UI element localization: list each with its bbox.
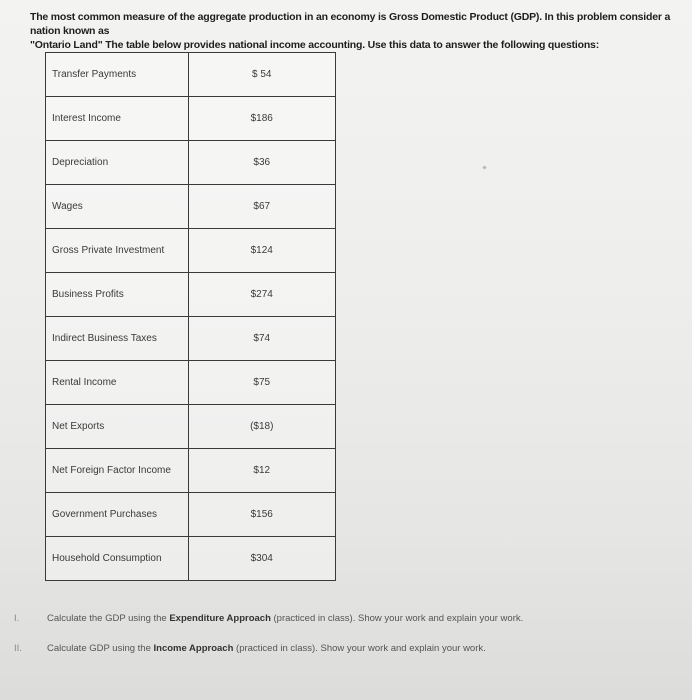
question-text: [47, 613, 523, 624]
intro-line-1: The most common measure of the aggregate production in an economy is Gross Domestic Product (GDP). In this problem consider a nation known as: [30, 11, 671, 37]
row-value: $36: [188, 141, 336, 185]
row-value: $12: [188, 449, 336, 493]
question-text-pre: Calculate GDP using the: [47, 643, 154, 654]
table-row: [46, 273, 336, 317]
table-row: [46, 185, 336, 229]
question-number: I.: [14, 613, 20, 624]
row-label: Government Purchases: [46, 493, 189, 537]
row-value: $74: [188, 317, 336, 361]
problem-intro: [30, 10, 680, 52]
row-value: $75: [188, 361, 336, 405]
row-label: Net Exports: [46, 405, 189, 449]
row-label: Wages: [46, 185, 189, 229]
question-text-post: (practiced in class). Show your work and explain your work.: [233, 643, 486, 654]
row-label: Rental Income: [46, 361, 189, 405]
question-text-bold: Expenditure Approach: [169, 613, 271, 624]
row-value: $186: [188, 97, 336, 141]
table-row: [46, 229, 336, 273]
row-label: Transfer Payments: [46, 53, 189, 97]
table-row: [46, 405, 336, 449]
national-income-table: [45, 52, 336, 581]
row-label: Depreciation: [46, 141, 189, 185]
row-label: Indirect Business Taxes: [46, 317, 189, 361]
question-number: II.: [14, 643, 22, 654]
table-row: [46, 97, 336, 141]
row-label: Net Foreign Factor Income: [46, 449, 189, 493]
row-label: Gross Private Investment: [46, 229, 189, 273]
row-value: $67: [188, 185, 336, 229]
row-value: ($18): [188, 405, 336, 449]
question-text: [47, 643, 486, 654]
table-row: [46, 493, 336, 537]
row-value: $156: [188, 493, 336, 537]
row-value: $274: [188, 273, 336, 317]
row-label: Interest Income: [46, 97, 189, 141]
stray-mark: [482, 165, 486, 169]
question-item: [0, 643, 692, 661]
question-text-post: (practiced in class). Show your work and explain your work.: [270, 613, 524, 624]
row-value: $124: [188, 229, 336, 273]
question-text-pre: Calculate the GDP using the: [47, 613, 170, 624]
table-row: [46, 141, 336, 185]
table-row: [46, 449, 336, 493]
row-value: $304: [188, 537, 336, 581]
table-row: [46, 317, 336, 361]
row-label: Business Profits: [46, 273, 189, 317]
table-row: [46, 53, 336, 97]
question-text-bold: Income Approach: [153, 643, 234, 654]
table-row: [46, 537, 336, 581]
intro-line-2: "Ontario Land" The table below provides national income accounting. Use this data to answer the following questions:: [30, 39, 599, 51]
table-row: [46, 361, 336, 405]
row-value: $ 54: [188, 53, 336, 97]
row-label: Household Consumption: [46, 537, 189, 581]
question-item: [0, 613, 692, 631]
